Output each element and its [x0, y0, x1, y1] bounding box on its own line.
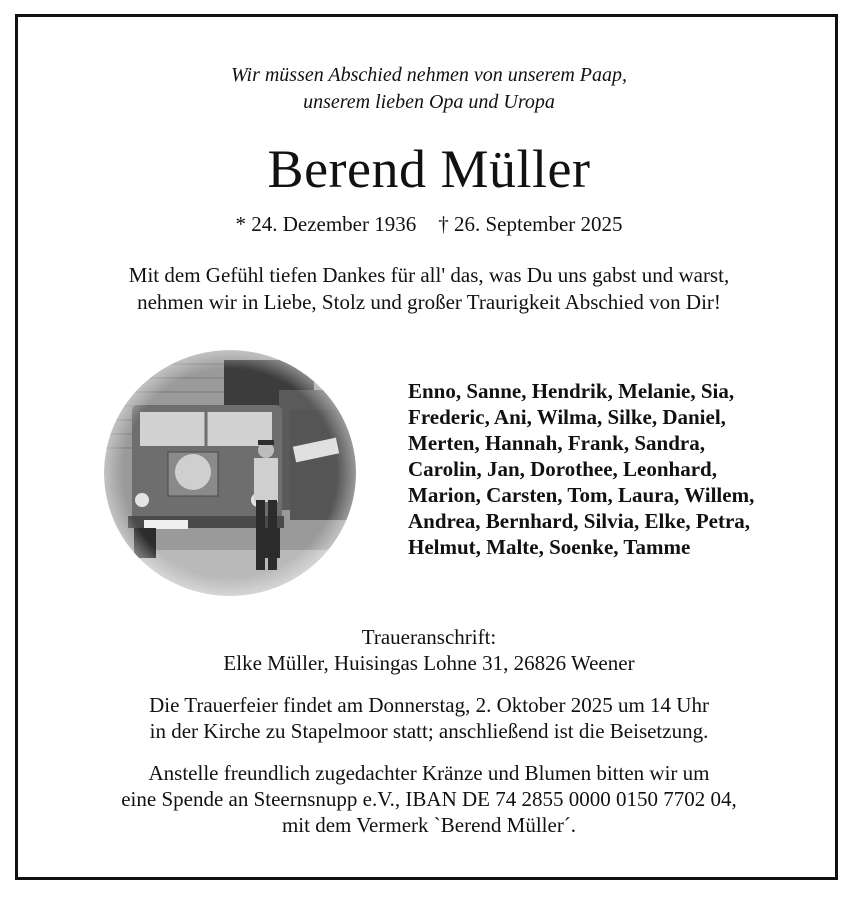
address-label: Traueranschrift: — [361, 625, 497, 649]
deceased-name: Berend Müller — [267, 139, 591, 199]
ceremony-line-1: Die Trauerfeier findet am Donnerstag, 2. Oktober 2025 um 14 Uhr — [149, 693, 709, 717]
funeral-ceremony-text — [15, 692, 843, 744]
memorial-photo — [104, 350, 356, 596]
donation-line-1: Anstelle freundlich zugedachter Kränze und Blumen bitten wir um — [148, 761, 710, 785]
family-line: Enno, Sanne, Hendrik, Melanie, Sia, — [408, 379, 735, 403]
address-value: Elke Müller, Huisingas Lohne 31, 26826 Weener — [223, 651, 635, 675]
family-line: Merten, Hannah, Frank, Sandra, — [408, 431, 705, 455]
donation-line-3: mit dem Vermerk `Berend Müller´. — [281, 813, 577, 837]
life-dates — [15, 210, 843, 238]
family-line: Carolin, Jan, Dorothee, Leonhard, — [408, 457, 717, 481]
ceremony-line-2: in der Kirche zu Stapelmoor statt; anschließend ist die Beisetzung. — [149, 719, 709, 743]
thanks-text — [15, 262, 843, 316]
birth-date: * 24. Dezember 1936 — [235, 212, 417, 236]
intro-text — [15, 62, 843, 116]
intro-line-2: unserem lieben Opa und Uropa — [303, 91, 555, 113]
truck-photo-illustration — [104, 350, 356, 596]
mourning-address — [15, 624, 843, 676]
death-date: † 26. September 2025 — [438, 212, 623, 236]
donation-request — [15, 760, 843, 838]
family-line: Frederic, Ani, Wilma, Silke, Daniel, — [408, 405, 726, 429]
family-line: Marion, Carsten, Tom, Laura, Willem, — [408, 483, 755, 507]
intro-line-1: Wir müssen Abschied nehmen von unserem Paap, — [230, 64, 628, 86]
donation-line-2: eine Spende an Steernsnupp e.V., IBAN DE 74 2855 0000 0150 7702 04, — [121, 787, 737, 811]
family-line: Helmut, Malte, Soenke, Tamme — [408, 535, 691, 559]
family-names — [408, 378, 818, 560]
family-line: Andrea, Bernhard, Silvia, Elke, Petra, — [408, 509, 751, 533]
thanks-line-2: nehmen wir in Liebe, Stolz und großer Traurigkeit Abschied von Dir! — [137, 290, 721, 314]
thanks-line-1: Mit dem Gefühl tiefen Dankes für all' das, was Du uns gabst und warst, — [128, 263, 730, 287]
